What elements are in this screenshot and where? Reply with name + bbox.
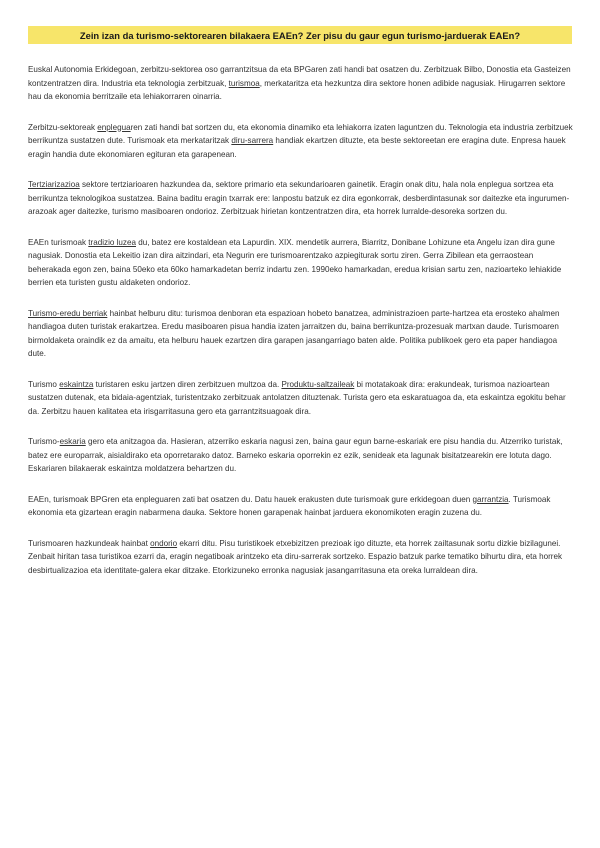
paragraph-text: , merkataritza eta hezkuntza dira sektore honen adibide nagusiak. Hirugarren sektore hau da ekonomia berritzaile eta lehiakorraren oinarria.: [28, 78, 566, 101]
underlined-term: eskaria: [59, 437, 86, 446]
paragraph-text: Zerbitzu-sektoreak: [28, 122, 98, 132]
paragraph-text: Turismoaren hazkundeak hainbat: [28, 538, 151, 548]
paragraph-text: ren zati handi bat sortzen du, eta ekonomia dinamiko eta lehiakorra izaten laguntzen du. Teknologia eta industria zerbitzuek berrikuntza sustatzen dute. Turismoak eta merkataritzak: [28, 122, 573, 145]
underlined-term: ondorio: [150, 538, 178, 548]
document-title: Zein izan da turismo-sektorearen bilakaera EAEn? Zer pisu du gaur egun turismo-jarduerak EAEn?: [79, 29, 521, 41]
paragraph-2: [28, 121, 576, 162]
underlined-term: Tertziarizazioa: [28, 180, 80, 189]
underlined-term: garrantzia: [472, 494, 509, 504]
underlined-term: turismoa: [228, 78, 260, 88]
paragraph-text: handiak ekartzen dituzte, eta beste sektoreetan ere eragina dute. Enpresa hauek eragin handia dute ekonomiaren egituran eta garapenean.: [28, 136, 566, 159]
paragraph-text: EAEn turismoak: [28, 237, 89, 247]
paragraph-text: ekarri ditu. Pisu turistikoek etxebizitzen prezioak igo dituzte, eta horrek zailtasunak sortu dizkie bizilagunei. Zenbait hiritan tasa turistikoa ezarri da, eragin negatiboak arintzeko eta diru-sarrerak sortzeko. Espazio batzuk parke tematiko bihurtu dira, eta horrek desbirtualizazioa eta identitate-galera ekar ditzake. Etorkizuneko erronka nagusiak jasangarritasuna eta oreka lurraldean dira.: [28, 538, 563, 575]
underlined-term: diru-sarrera: [231, 136, 274, 145]
title-highlight-box: [28, 26, 572, 44]
underlined-term: tradizio luzea: [88, 237, 136, 247]
underlined-term: Turismo-eredu berriak: [28, 308, 108, 318]
paragraph-text: sektore tertziarioaren hazkundea da, sektore primario eta sekundarioaren gainetik. Eragin onak ditu, hala nola enplegua sortzea eta berrikuntza teknologikoa sustatzea. Baina baditu eragin txarrak ere: lanpostu batzuk ez dira egonkorrak, desberdintasunak sor daitezke eta ingurumen-arazoak ager daitezke, turismo masiboaren ondorioz. Zerbitzuak hirietan kontzentratzen dira, eta horrek lurralde-desoreka sortzen du.: [28, 180, 570, 216]
paragraph-text: Turismo: [28, 379, 60, 389]
paragraph-4: [28, 236, 576, 290]
paragraph-6: [28, 378, 576, 419]
paragraph-3: [28, 178, 576, 219]
underlined-term: Produktu-saltzaileak: [281, 379, 355, 389]
paragraph-5: [28, 307, 576, 361]
paragraph-text: bi motatakoak dira: erakundeak, turismoa nazioartean sustatzen dutenak, eta bidaia-agentziak, turistentzako zerbitzuak antolatzen dituztenak. Turista gero eta eskaratuagoa da, eta eskaintza egokitu behar da. Zerbitzu hauen kalitatea eta irisgarritasuna gero eta garrantzitsuagoak dira.: [28, 379, 566, 416]
underlined-term: enplegua: [97, 122, 131, 132]
paragraph-text: Turismo-: [28, 437, 60, 446]
paragraph-text: gero eta anitzagoa da. Hasieran, atzerriko eskaria nagusi zen, baina gaur egun barne-eskariak ere pisu handia du. Atzerriko turistak, batez ere europarrak, aisialdirako eta oporretarako datoz. Barneko eskaria oporrekin ez ezik, senideak eta lagunak bisitatzearekin ere lotuta dago. Eskariaren bilakaerak eskaintza moldatzera behartzen du.: [28, 437, 563, 473]
paragraph-text: hainbat helburu ditu: turismoa denboran eta espazioan hobeto banatzea, administrazioen parte-hartzea eta erosteko ahalmen handiagoa duten turistak erakartzea. Eredu masiboaren pisua handia izaten jarraitzen du, baina berrikuntza-prozesuak martxan daude. Turismoaren birmoldaketa oraindik ez da amaitu, eta helburu hauek ezartzen dira garapen jasangarriago baten alde. Politika publikoek gero eta paper handiagoa dute.: [28, 308, 560, 358]
paragraph-8: [28, 493, 576, 520]
paragraph-text: . Turismoak ekonomia eta gizartean eragin nabarmena dauka. Sektore honen garapenak hainbat jarduera ekonomikoten eragin zuzena du.: [28, 494, 551, 517]
paragraph-9: [28, 537, 576, 578]
paragraph-text: Euskal Autonomia Erkidegoan, zerbitzu-sektorea oso garrantzitsua da eta BPGaren zati handi bat osatzen du. Zerbitzuak Bilbo, Donostia eta Gasteizen kontzentratzen dira. Industria eta teknologia zerbitzuak,: [28, 65, 571, 88]
paragraph-7: [28, 435, 576, 476]
underlined-term: eskaintza: [59, 379, 94, 389]
document-body: [28, 63, 576, 594]
paragraph-text: turistaren esku jartzen diren zerbitzuen multzoa da.: [93, 379, 282, 389]
paragraph-text: EAEn, turismoak BPGren eta enpleguaren zati bat osatzen du. Datu hauek erakusten dute turismoak gure erkidegoan duen: [28, 494, 473, 504]
paragraph-text: du, batez ere kostaldean eta Lapurdin. XIX. mendetik aurrera, Biarritz, Donibane Lohizune eta Angelu izan dira gune nagusiak. Donostia eta Lekeitio izan dira aitzindari, eta Negurin ere turismoarentzako azpiegiturak sortu ziren. Gerra Zibilean eta gerraostean beherakada egon zen, baina 50eko eta 60ko hamarkadetan berriz indartu zen. 1990eko hamarkadan, eredua krisian sartu zen, nazioarteko lehiakide berrien eta turisten gustu aldaketen ondorioz.: [28, 237, 562, 287]
paragraph-1: [28, 63, 576, 104]
